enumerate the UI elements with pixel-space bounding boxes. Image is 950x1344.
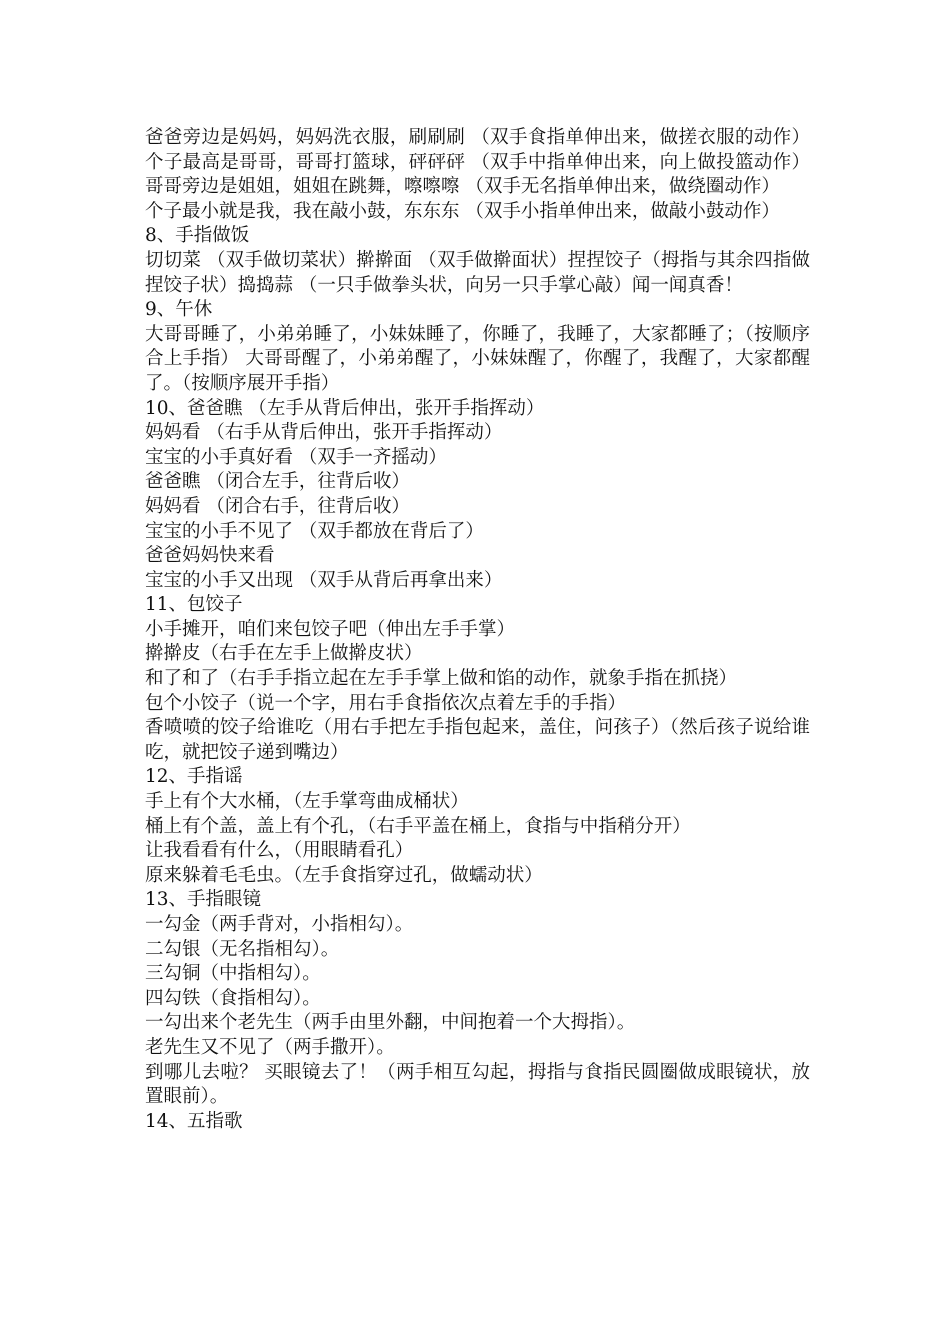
text-line-11: 妈妈看 （闭合右手，往背后收） [145, 495, 410, 517]
text-line-14: 宝宝的小手又出现 （双手从背后再拿出来） [145, 569, 503, 591]
text-line-33: 到哪儿去啦？ 买眼镜去了！（两手相互勾起，拇指与食指民圆圈做成眼镜状，放置眼前）。 [145, 1061, 810, 1108]
text-line-20: 香喷喷的饺子给谁吃（用右手把左手指包起来，盖住，问孩子）（然后孩子说给谁吃，就把饺子递到嘴边） [145, 717, 810, 763]
text-line-22: 手上有个大水桶，（左手掌弯曲成桶状） [145, 791, 469, 813]
section-heading-9: 9、午休 [145, 299, 213, 321]
text-line-25: 原来躲着毛毛虫。（左手食指穿过孔，做蠕动状） [145, 864, 543, 886]
text-line-18: 和了和了（右手手指立起在左手手掌上做和馅的动作，就象手指在抓挠） [145, 668, 738, 690]
text-line-8: 妈妈看 （右手从背后伸出，张开手指挥动） [145, 422, 503, 444]
text-line-9: 宝宝的小手真好看 （双手一齐摇动） [145, 446, 447, 468]
text-line-10: 爸爸瞧 （闭合左手，往背后收） [145, 471, 410, 493]
text-line-2: 个子最小就是我，我在敲小鼓，东东东 （双手小指单伸出来，做敲小鼓动作） [145, 200, 780, 222]
text-line-32: 老先生又不见了（两手撒开）。 [145, 1036, 395, 1058]
section-heading-10: 10、爸爸瞧 （左手从背后伸出，张开手指挥动） [145, 397, 545, 419]
section-heading-8: 8、手指做饭 [145, 225, 250, 247]
section-heading-11: 11、包饺子 [145, 594, 243, 616]
text-line-19: 包个小饺子（说一个字，用右手食指依次点着左手的手指） [145, 692, 627, 714]
text-line-17: 擀擀皮（右手在左手上做擀皮状） [145, 643, 423, 665]
section-heading-13: 13、手指眼镜 [145, 889, 262, 911]
text-line-24: 让我看看有什么，（用眼睛看孔） [145, 840, 414, 862]
text-line-30: 四勾铁（食指相勾）。 [145, 987, 321, 1009]
section-heading-12: 12、手指谣 [145, 766, 243, 788]
text-line-31: 一勾出来个老先生（两手由里外翻，中间抱着一个大拇指）。 [145, 1012, 636, 1034]
text-line-23: 桶上有个盖，盖上有个孔，（右手平盖在桶上，食指与中指稍分开） [145, 815, 691, 837]
text-line-28: 二勾银（无名指相勾）。 [145, 938, 340, 960]
text-line-27: 一勾金（两手背对，小指相勾）。 [145, 914, 414, 935]
text-line-16: 小手摊开，咱们来包饺子吧（伸出左手手掌） [145, 618, 516, 640]
text-line-6: 大哥哥睡了，小弟弟睡了，小妹妹睡了，你睡了，我睡了，大家都睡了；（按顺序合上手指） 大哥哥醒了，小弟弟醒了，小妹妹醒了，你醒了，我醒了，大家都醒了。（按顺序展开手指） [145, 323, 810, 394]
text-line-4: 切切菜 （双手做切菜状）擀擀面 （双手做擀面状）捏捏饺子（拇指与其余四指做捏饺子状）捣捣蒜 （一只手做拳头状，向另一只手掌心敲）闻一闻真香！ [145, 249, 810, 296]
text-line-1: 爸爸旁边是妈妈，妈妈洗衣服，刷刷刷 （双手食指单伸出来，做搓衣服的动作） 个子最高是哥哥，哥哥打篮球，砰砰砰 （双手中指单伸出来，向上做投篮动作） 哥哥旁边是姐姐，姐姐在跳舞，嚓嚓嚓 （双手无名指单伸出来，做绕圈动作） [145, 127, 810, 198]
text-line-13: 爸爸妈妈快来看 [145, 545, 275, 567]
text-line-29: 三勾铜（中指相勾）。 [145, 963, 321, 985]
document-page [145, 126, 810, 1134]
text-line-12: 宝宝的小手不见了 （双手都放在背后了） [145, 520, 484, 542]
section-heading-14: 14、五指歌 [145, 1110, 243, 1132]
